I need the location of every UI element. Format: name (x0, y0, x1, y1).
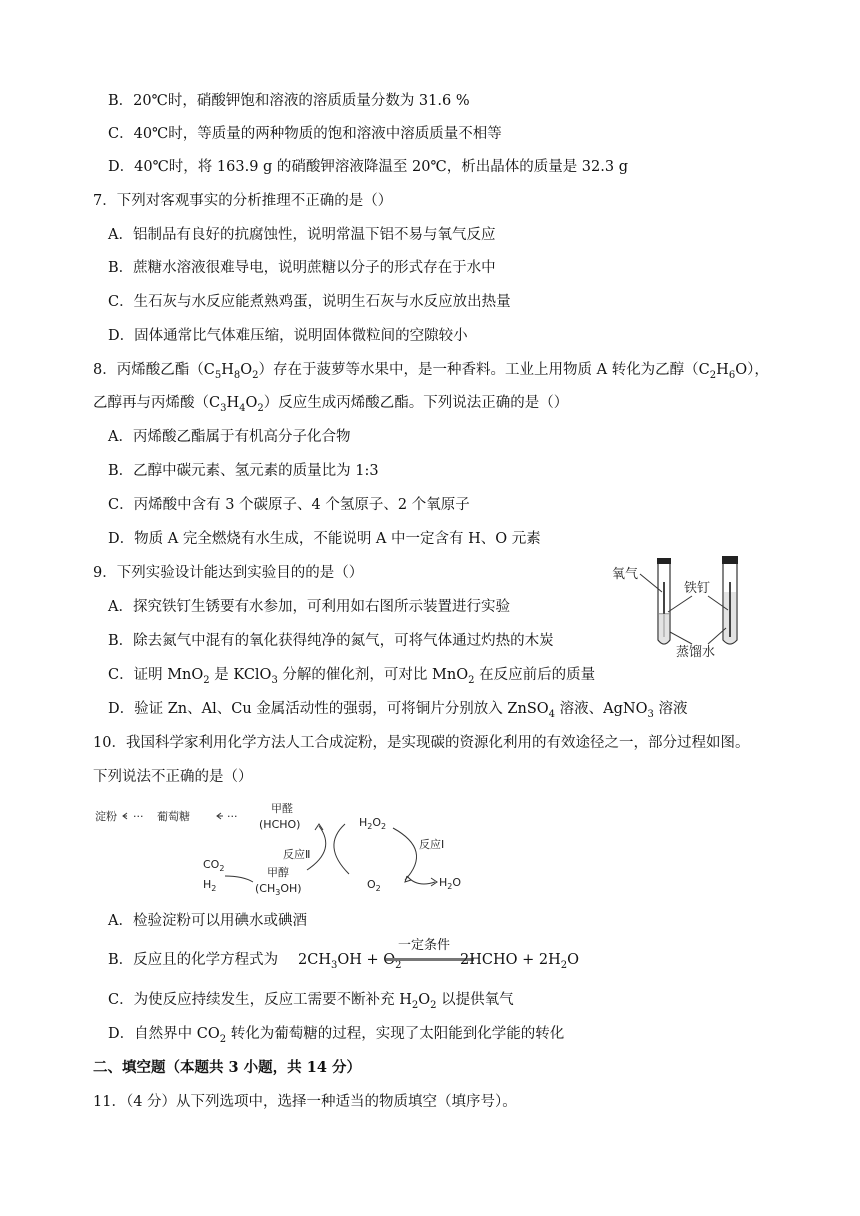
q7-stem: 7．下列对客观事实的分析推理不正确的是（） (93, 193, 393, 209)
label-formaldehyde-formula: (HCHO) (259, 818, 301, 831)
q8-option-d: D．物质 A 完全燃烧有水生成，不能说明 A 中一定含有 H、O 元素 (108, 531, 541, 547)
left-tube-stopper (657, 558, 671, 564)
q6-option-c: C．40℃时，等质量的两种物质的饱和溶液中溶质质量不相等 (108, 126, 502, 142)
label-glucose: 葡萄糖 (157, 810, 190, 823)
label-methanol: 甲醇 (267, 866, 289, 879)
q9-option-c: C．证明 MnO$_2$ 是 KClO$_3$ 分解的催化剂，可对比 MnO$_2$ 在反应前后的质量 (108, 667, 596, 686)
q8-option-b: B．乙醇中碳元素、氢元素的质量比为 1:3 (108, 463, 379, 479)
label-h2o2: $H_2O_2$ (359, 816, 387, 831)
q7-option-c: C．生石灰与水反应能煮熟鸡蛋，说明生石灰与水反应放出热量 (108, 294, 511, 310)
label-distilled-water: 蒸馏水 (676, 645, 716, 660)
label-reaction-2: 反应Ⅱ (283, 848, 311, 861)
q7-option-a: A．铝制品有良好的抗腐蚀性，说明常温下铝不易与氧气反应 (108, 227, 496, 243)
q7-option-b: B．蔗糖水溶液很难导电，说明蔗糖以分子的形式存在于水中 (108, 260, 496, 276)
label-h2o: $H_2O$ (439, 876, 462, 891)
equation-right: 2HCHO + $2H_2O$ (460, 952, 580, 971)
equation-condition: 一定条件 (398, 938, 451, 953)
label-reaction-1: 反应Ⅰ (419, 838, 445, 851)
equation-left: $2CH_3OH + O_2$ (298, 952, 402, 971)
q10-option-c: C．为使反应持续发生，反应工需要不断补充 $H_2O_2$ 以提供氧气 (108, 992, 514, 1011)
q8-option-c: C．丙烯酸中含有 3 个碳原子、4 个氢原子、2 个氧原子 (108, 497, 470, 513)
label-methanol-formula: $(CH_3OH)$ (255, 882, 302, 896)
q6-option-b: B．20℃时，硝酸钾饱和溶液的溶质质量分数为 31.6 % (108, 93, 470, 109)
section-2-heading: 二、填空题（本题共 3 小题，共 14 分） (93, 1059, 361, 1076)
label-oxygen: 氧气 (612, 567, 639, 582)
q7-option-d: D．固体通常比气体难压缩，说明固体微粒间的空隙较小 (108, 328, 468, 344)
q8-option-a: A．丙烯酸乙酯属于有机高分子化合物 (108, 429, 351, 445)
label-o2: $O_2$ (367, 878, 381, 893)
q9-stem: 9．下列实验设计能达到实验目的的是（） (93, 565, 364, 581)
label-dots-1: ··· (133, 810, 144, 823)
label-dots-2: ··· (227, 810, 238, 823)
label-nail: 铁钉 (684, 581, 711, 596)
label-starch: 淀粉 (95, 810, 117, 823)
q10-stem-line2: 下列说法不正确的是（） (93, 769, 253, 785)
q10-option-b-prefix: B．反应且的化学方程式为 (108, 952, 279, 968)
q6-option-d: D．40℃时，将 163.9 g 的硝酸钾溶液降温至 20℃，析出晶体的质量是 32.3 g (108, 159, 628, 175)
q10-option-d: D．自然界中 $CO_2$ 转化为葡萄糖的过程，实现了太阳能到化学能的转化 (108, 1026, 565, 1045)
q8-stem-line1: 8．丙烯酸乙酯$(C_5H_8O_2)$存在于菠萝等水果中，是一种香料。工业上用物质 A 转化为乙醇$(C_2H_6O)$， (93, 362, 769, 381)
starch-synthesis-flow-figure (93, 796, 493, 896)
q10-option-a: A．检验淀粉可以用碘水或碘酒 (108, 913, 307, 929)
test-tube-apparatus-figure (610, 552, 770, 662)
label-formaldehyde: 甲醛 (271, 802, 293, 815)
q8-stem-line2: 乙醇再与丙烯酸$(C_3H_4O_2)$反应生成丙烯酸乙酯。下列说法正确的是（） (93, 395, 569, 414)
right-tube-stopper (722, 556, 738, 564)
q9-option-d: D．验证 Zn、Al、Cu 金属活动性的强弱，可将铜片分别放入 ZnSO$_4$ 溶液、AgNO$_3$ 溶液 (108, 701, 688, 720)
q10-stem-line1: 10．我国科学家利用化学方法人工合成淀粉，是实现碳的资源化利用的有效途径之一，部分过程如图。 (93, 735, 750, 751)
q9-option-a: A．探究铁钉生锈要有水参加，可利用如右图所示装置进行实验 (108, 599, 510, 615)
label-co2: $CO_2$ (203, 858, 225, 873)
q9-option-b: B．除去氮气中混有的氧化获得纯净的氮气，可将气体通过灼热的木炭 (108, 633, 554, 649)
q11-stem: 11．（4 分）从下列选项中，选择一种适当的物质填空（填序号）。 (93, 1094, 517, 1110)
label-h2: $H_2$ (203, 878, 217, 893)
